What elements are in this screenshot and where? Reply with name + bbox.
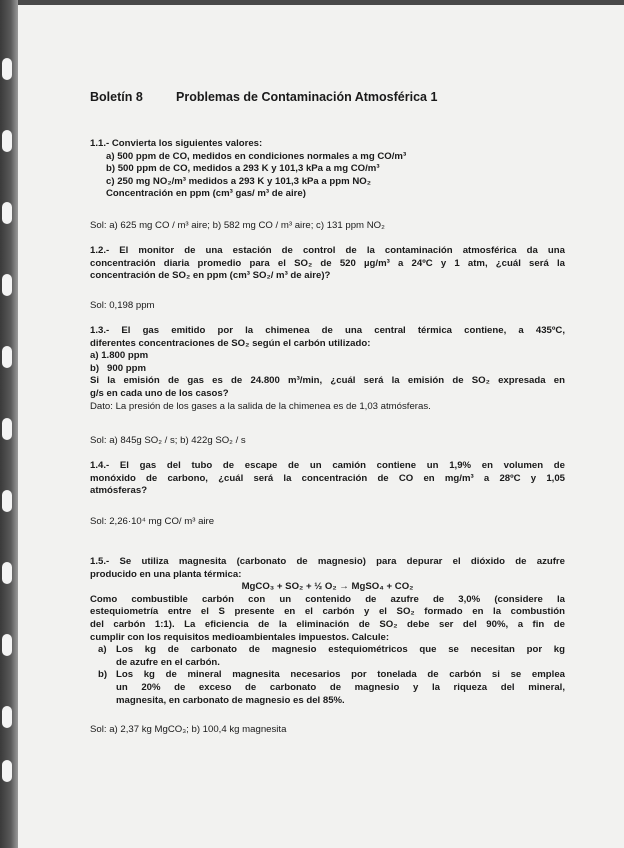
problem-line: Si la emisión de gas es de 24.800 m³/min, ¿cuál será la emisión de SO₂ expresada en — [90, 375, 565, 387]
subitem-label: a) — [98, 644, 107, 656]
subitem-line: Los kg de mineral magnesita necesarios por tonelada de carbón si se emplea — [116, 669, 565, 681]
binder-hole — [2, 760, 12, 782]
binder-hole — [2, 130, 12, 152]
page-title: Problemas de Contaminación Atmosférica 1 — [176, 90, 438, 104]
problem-subitem — [90, 669, 565, 707]
problem-line: producido en una planta térmica: — [90, 568, 242, 580]
subitem-label: b) — [98, 669, 108, 681]
subitem-line: un 20% de exceso de carbonato de magnesio y la riqueza del mineral, — [116, 681, 565, 693]
binder-hole — [2, 202, 12, 224]
problem-line: a) 1.800 ppm — [90, 350, 149, 362]
problem-line: cumplir con los requisitos medioambientales impuestos. Calcule: — [90, 631, 390, 643]
binder-hole — [2, 418, 12, 440]
problem-line: concentración de SO₂ en ppm (cm³ SO₂/ m³ de aire)? — [90, 270, 331, 282]
binder-hole — [2, 58, 12, 80]
problem-dato: Dato: La presión de los gases a la salida de la chimenea es de 1,03 atmósferas. — [90, 400, 431, 412]
problem-statement: 1.1.- Convierta los siguientes valores: — [90, 138, 263, 149]
bulletin-number: Boletín 8 — [90, 90, 143, 104]
problem-line: diferentes concentraciones de SO₂ según el carbón utilizado: — [90, 337, 371, 349]
binder-hole — [2, 490, 12, 512]
solution-1-2: Sol: 0,198 ppm — [90, 300, 155, 311]
solution-1-4: Sol: 2,26·10⁴ mg CO/ m³ aire — [90, 516, 215, 527]
top-scan-edge — [18, 0, 624, 5]
problem-1-1 — [90, 138, 565, 201]
problem-item: a) 500 ppm de CO, medidos en condiciones normales a mg CO/m³ — [106, 150, 407, 162]
problem-line: concentración diaria promedio para el SO₂ de 520 µg/m³ a 24ºC y 1 atm, ¿cuál será la — [90, 257, 565, 269]
problem-1-4 — [90, 460, 565, 498]
problem-line: atmósferas? — [90, 485, 148, 497]
problem-1-5 — [90, 556, 565, 707]
problem-line: estequiometría entre el S presente en el carbón y el SO₂ formado en la combustión — [90, 606, 565, 618]
problem-line: monóxido de carbono, ¿cuál será la concentración de CO en mg/m³ a 28ºC y 1,05 — [90, 472, 565, 484]
subitem-line: magnesita, en carbonato de magnesio es del 85%. — [116, 694, 345, 706]
problem-subitem — [90, 644, 565, 669]
solution-1-5: Sol: a) 2,37 kg MgCO₃; b) 100,4 kg magnesita — [90, 724, 287, 735]
problem-1-2 — [90, 245, 565, 283]
binder-hole — [2, 274, 12, 296]
solution-1-3: Sol: a) 845g SO₂ / s; b) 422g SO₂ / s — [90, 435, 246, 446]
problem-line: b) 900 ppm — [90, 362, 146, 374]
problem-line: 1.5.- Se utiliza magnesita (carbonato de magnesio) para depurar el dióxido de azufre — [90, 556, 565, 567]
binder-hole — [2, 562, 12, 584]
problem-line: del carbón 1:1). La eficiencia de la eliminación de SO₂ debe ser del 90%, a fin de — [90, 618, 565, 630]
problem-item: Concentración en ppm (cm³ gas/ m³ de aire) — [106, 188, 306, 200]
problem-line: g/s en cada uno de los casos? — [90, 387, 229, 399]
problem-line: 1.3.- El gas emitido por la chimenea de una central térmica contiene, a 435ºC, — [90, 325, 565, 336]
binder-strip — [0, 0, 18, 848]
problem-item: c) 250 mg NO₂/m³ medidos a 293 K y 101,3 kPa a ppm NO₂ — [106, 175, 371, 187]
problem-1-3 — [90, 325, 565, 413]
problem-line: 1.4.- El gas del tubo de escape de un camión contiene un 1,9% en volumen de — [90, 460, 565, 471]
subitem-line: Los kg de carbonato de magnesio estequiométricos que se necesitan por kg — [116, 644, 565, 656]
chemical-equation: MgCO₃ + SO₂ + ½ O₂ → MgSO₄ + CO₂ — [241, 581, 414, 593]
problem-line: Como combustible carbón con un contenido de azufre de 3,0% (considere la — [90, 593, 565, 605]
binder-hole — [2, 706, 12, 728]
binder-hole — [2, 346, 12, 368]
page-header — [90, 90, 437, 104]
solution-1-1: Sol: a) 625 mg CO / m³ aire; b) 582 mg CO / m³ aire; c) 131 ppm NO₂ — [90, 220, 385, 231]
problem-line: 1.2.- El monitor de una estación de control de la contaminación atmosférica da una — [90, 245, 565, 256]
binder-hole — [2, 634, 12, 656]
problem-item: b) 500 ppm de CO, medidos a 293 K y 101,3 kPa a mg CO/m³ — [106, 163, 380, 175]
subitem-line: de azufre en el carbón. — [116, 656, 220, 668]
